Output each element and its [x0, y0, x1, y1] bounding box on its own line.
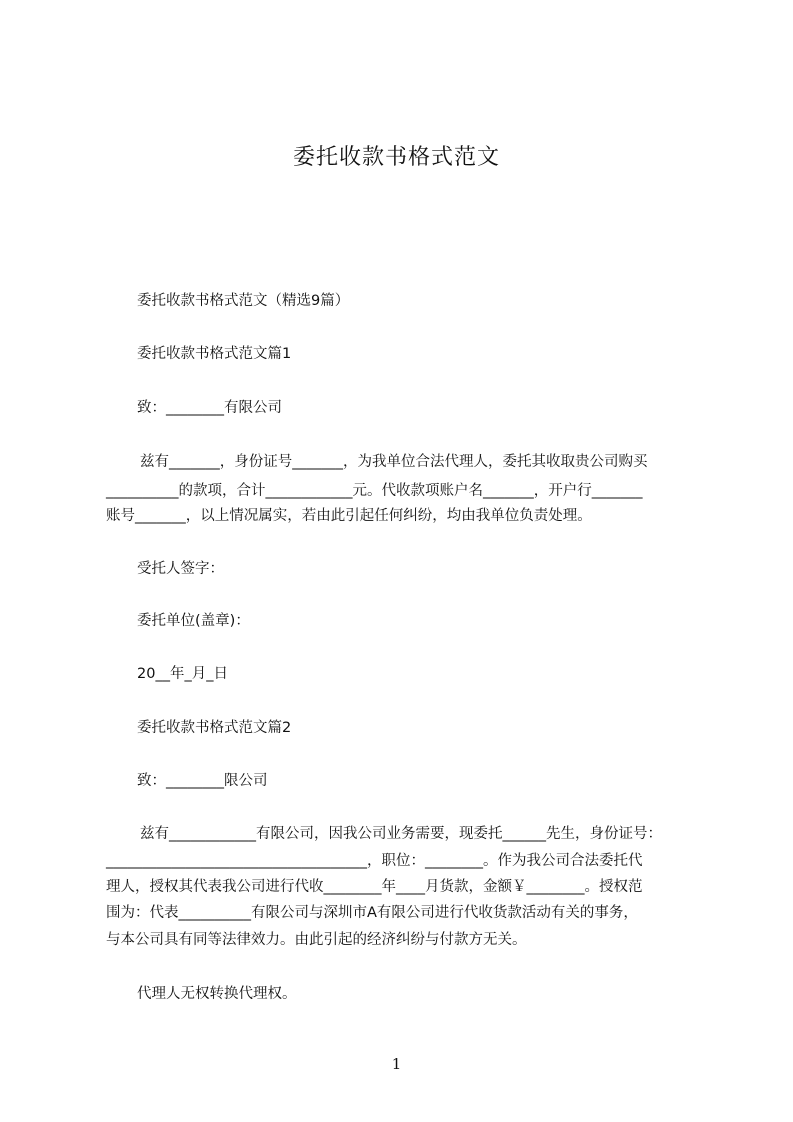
section-2-paragraph-line: 兹有____________有限公司，因我公司业务需要，现委托______先生，身份证号：	[140, 826, 662, 842]
document-subtitle: 委托收款书格式范文（精选9篇）	[137, 293, 350, 309]
entrusting-unit-seal-label: 委托单位(盖章)：	[137, 613, 250, 629]
section-2-paragraph-line: 理人，授权其代表我公司进行代收________年____月货款，金额￥________。授权范	[106, 879, 643, 895]
no-transfer-statement: 代理人无权转换代理权。	[137, 986, 297, 1002]
section-1-recipient: 致：________有限公司	[137, 400, 282, 416]
section-2-paragraph-line: ____________________________________，职位：________。作为我公司合法委托代	[106, 853, 643, 869]
section-1-paragraph-line: 账号_______，以上情况属实，若由此引起任何纠纷，均由我单位负责处理。	[106, 508, 592, 524]
date-line: 20__年_月_日	[137, 666, 228, 682]
section-2-heading: 委托收款书格式范文篇2	[137, 720, 292, 736]
section-1-paragraph-line: 兹有_______，身份证号_______，为我单位合法代理人，委托其收取贵公司购买	[140, 454, 648, 470]
section-2-recipient: 致：________限公司	[137, 773, 268, 789]
section-1-paragraph-line: __________的款项，合计____________元。代收款项账户名_______，开户行_______	[106, 483, 643, 499]
section-2-paragraph-line: 围为：代表__________有限公司与深圳市A有限公司进行代收货款活动有关的事务，	[106, 905, 638, 921]
document-title: 委托收款书格式范文	[292, 145, 500, 170]
trustee-signature-label: 受托人签字：	[137, 561, 224, 577]
section-1-heading: 委托收款书格式范文篇1	[137, 346, 292, 362]
page-number: 1	[391, 1055, 402, 1073]
section-2-paragraph-line: 与本公司具有同等法律效力。由此引起的经济纠纷与付款方无关。	[106, 932, 527, 948]
